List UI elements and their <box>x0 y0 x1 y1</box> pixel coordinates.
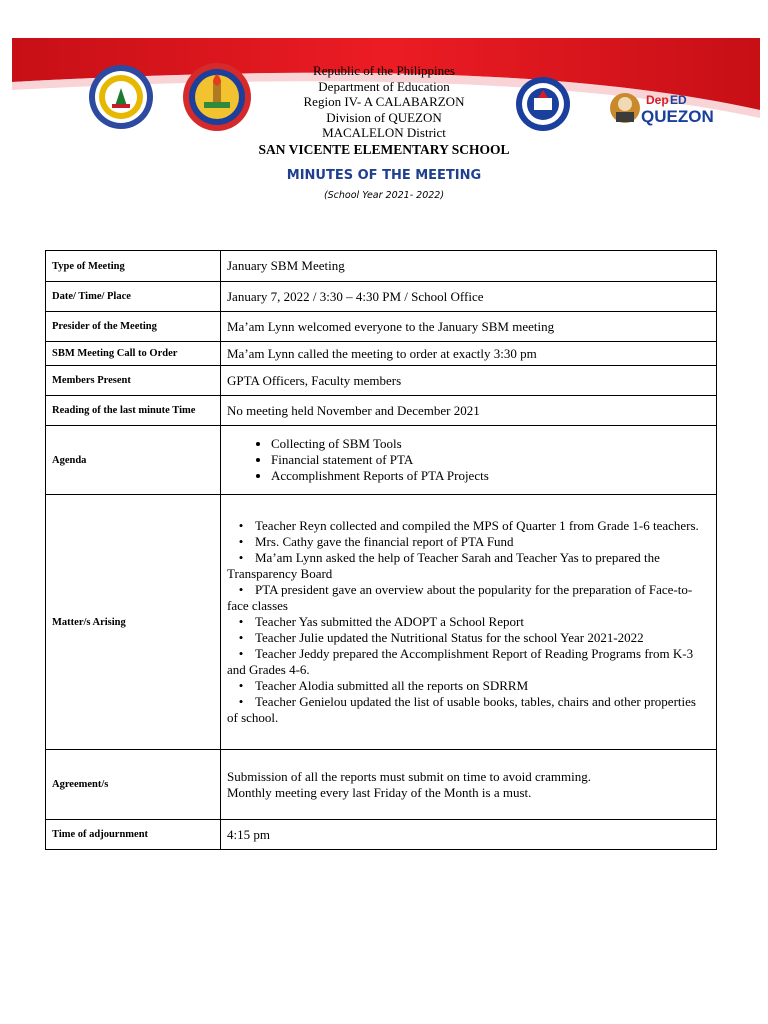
table-row <box>46 396 717 426</box>
header-line-division: Division of QUEZON <box>326 109 442 125</box>
agenda-list <box>227 436 710 485</box>
row-label: Reading of the last minute Time <box>46 396 221 426</box>
list-item: • Mrs. Cathy gave the financial report of PTA Fund <box>238 534 514 549</box>
document-title: MINUTES OF THE MEETING <box>286 168 482 183</box>
row-label: Members Present <box>46 366 221 396</box>
matters-cell <box>221 495 717 750</box>
svg-text:QUEZON: QUEZON <box>641 107 714 126</box>
header-line-department: Department of Education <box>318 78 450 94</box>
table-row <box>46 366 717 396</box>
list-item: • Teacher Alodia submitted all the reports on SDRRM <box>238 678 529 693</box>
table-row <box>46 820 717 850</box>
row-label: Date/ Time/ Place <box>46 282 221 312</box>
school-year: (School Year 2021- 2022) <box>323 190 445 201</box>
header-line-republic: Republic of the Philippines <box>313 63 455 78</box>
svg-text:ED: ED <box>670 93 687 107</box>
table-row <box>46 251 717 282</box>
table-row <box>46 495 717 750</box>
agreement-line: Submission of all the reports must submit on time to avoid cramming. <box>227 768 591 784</box>
school-name: SAN VICENTE ELEMENTARY SCHOOL <box>258 142 510 157</box>
table-row <box>46 426 717 495</box>
list-item: • Collecting of SBM Tools <box>271 436 710 452</box>
table-row <box>46 342 717 366</box>
list-item: • Teacher Julie updated the Nutritional Status for the school Year 2021-2022 <box>238 630 644 645</box>
agenda-cell <box>221 426 717 495</box>
list-item: • Financial statement of PTA <box>271 452 710 468</box>
agency-header <box>0 63 768 141</box>
list-item: • PTA president gave an overview about the popularity for the preparation of Face-to-face classes <box>227 582 693 613</box>
row-value: 4:15 pm <box>221 820 717 850</box>
row-value: Ma’am Lynn welcomed everyone to the January SBM meeting <box>221 312 717 342</box>
row-value: No meeting held November and December 2021 <box>221 396 717 426</box>
row-label: Matter/s Arising <box>46 495 221 750</box>
list-item: • Teacher Jeddy prepared the Accomplishment Report of Reading Programs from K-3 and Grades 4-6. <box>227 646 694 677</box>
list-item: • Ma’am Lynn asked the help of Teacher Sarah and Teacher Yas to prepared the Transparency Board <box>227 550 660 581</box>
table-row <box>46 750 717 820</box>
row-value: January 7, 2022 / 3:30 – 4:30 PM / School Office <box>221 282 717 312</box>
list-item: • Teacher Genielou updated the list of usable books, tables, chairs and other properties of school. <box>227 694 696 725</box>
minutes-table <box>45 250 717 850</box>
svg-text:Dep: Dep <box>646 93 669 107</box>
row-label: Presider of the Meeting <box>46 312 221 342</box>
table-row <box>46 282 717 312</box>
header-line-region: Region IV- A CALABARZON <box>303 94 465 109</box>
agreement-cell <box>221 750 717 820</box>
header-line-district: MACALELON District <box>322 125 446 140</box>
row-value: GPTA Officers, Faculty members <box>221 366 717 396</box>
list-item: • Teacher Reyn collected and compiled the MPS of Quarter 1 from Grade 1-6 teachers. <box>238 518 699 533</box>
list-item: • Teacher Yas submitted the ADOPT a School Report <box>238 614 524 629</box>
row-label: Type of Meeting <box>46 251 221 282</box>
row-label: Agreement/s <box>46 750 221 820</box>
row-label: Time of adjournment <box>46 820 221 850</box>
row-value: Ma’am Lynn called the meeting to order at exactly 3:30 pm <box>221 342 717 366</box>
row-value: January SBM Meeting <box>221 251 717 282</box>
table-row <box>46 312 717 342</box>
list-item: • Accomplishment Reports of PTA Projects <box>271 468 710 484</box>
agreement-line: Monthly meeting every last Friday of the Month is a must. <box>227 784 532 800</box>
row-label: Agenda <box>46 426 221 495</box>
row-label: SBM Meeting Call to Order <box>46 342 221 366</box>
